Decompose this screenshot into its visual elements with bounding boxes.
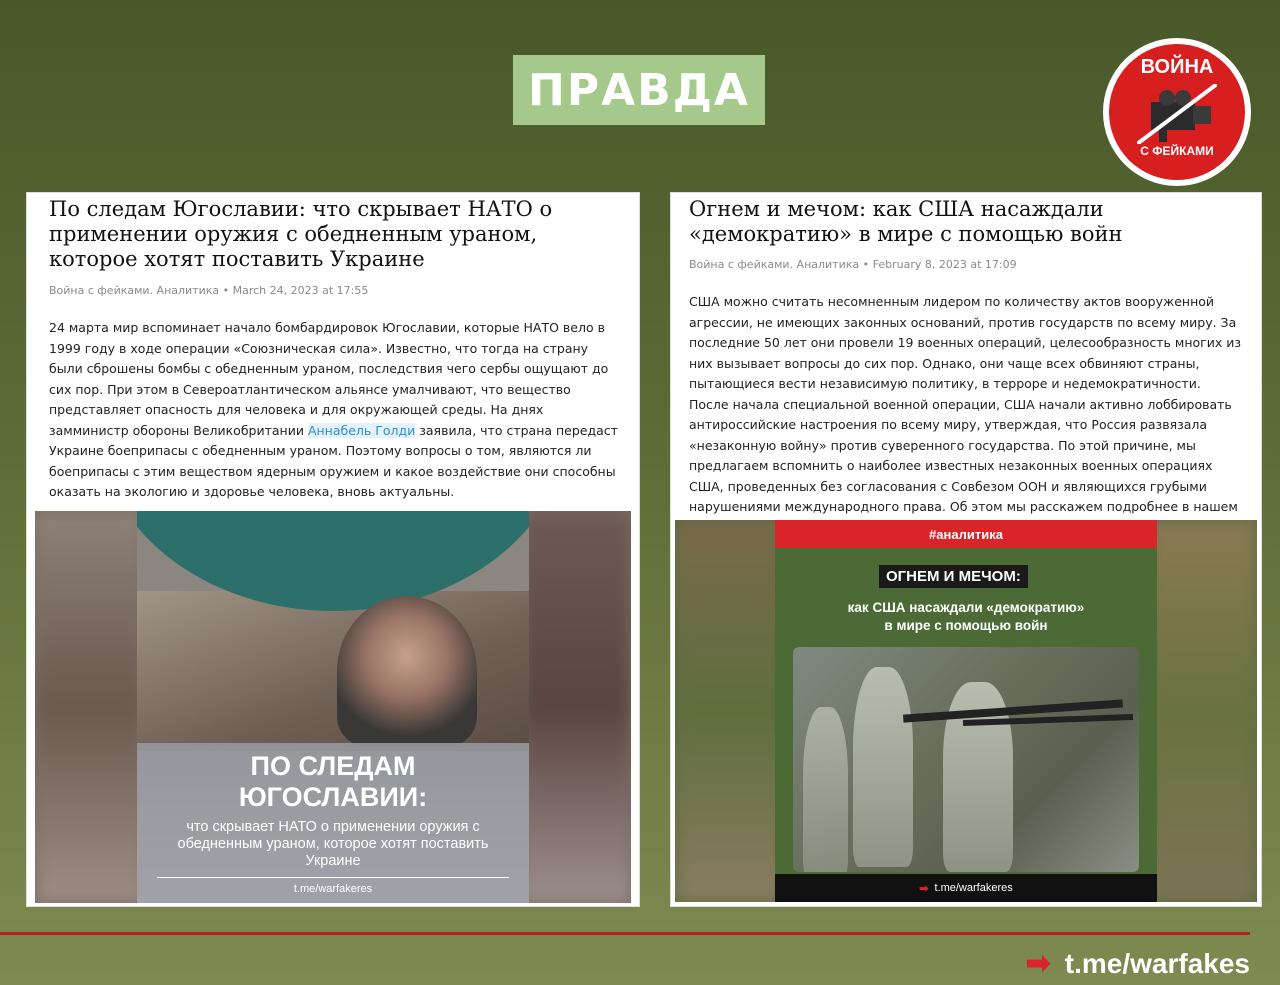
poster-subtitle-line2: в мире с помощью войн	[884, 618, 1048, 633]
footer-link[interactable]	[1026, 946, 1250, 981]
poster-link: t.me/warfakeres	[293, 883, 373, 895]
poster-headline	[137, 751, 529, 813]
footer-divider	[0, 932, 1250, 935]
article-title[interactable]: По следам Югославии: что скрывает НАТО о применении оружия с обедненным ураном, которое хотят поставить Украине	[49, 197, 553, 271]
poster-headline-line2: ЮГОСЛАВИИ:	[238, 782, 428, 812]
arrow-right-icon: ➡	[919, 882, 929, 895]
camera-icon	[1137, 84, 1217, 144]
person-link[interactable]: Аннабель Голди	[307, 422, 416, 438]
yugoslavia-poster	[137, 511, 529, 903]
article-body	[49, 318, 624, 503]
poster-divider	[157, 877, 509, 878]
article-body-text: 24 марта мир вспоминает начало бомбардировок Югославии, которые НАТО вело в 1999 году в ходе операции «Союзническая сила». Известно, что тогда на страну были сброшены бомбы с обедненным ураном, последствия чего сербы ощущают до сих пор. При этом в Североатлантическом альянсе умалчивают, что вещество представляет опасность для человека и для окружающей среды. На днях замминистр обороны Великобритании	[49, 320, 609, 438]
article-card-left[interactable]	[27, 193, 639, 906]
article-body: США можно считать несомненным лидером по количеству актов вооруженной агрессии, не имеющих законных оснований, против государств по всему миру. За последние 50 лет они провели 19 военных операций, целесообразность многих из них вызывает вопросы до сих пор. Однако, они чаще всех обвиняют страны, пытающиеся вести независимую политику, в терроре и недемократичности. После начала специальной военной операции, США начали активно лоббировать антироссийские настроения по всему миру, утверждая, что Россия развязала «незаконную войну» против суверенного государства. По этой причине, мы предлагаем вспомнить о наиболее известных незаконных военных операциях США, проведенных без согласования с Совбезом ООН и являющихся грубыми нарушениями международного права. Об этом мы расскажем подробнее в нашем	[689, 294, 1241, 514]
article-meta: Война с фейками. Аналитика • February 8, 2023 at 17:09	[689, 258, 1017, 271]
logo-bottom-text: С ФЕЙКАМИ	[1140, 144, 1214, 158]
article-body-text-continued: заявила, что страна передаст Украине боеприпасы с обедненным ураном. Поэтому вопросы о том, являются ли боеприпасы с этим веществом ядерным оружием и какое воздействие они способны оказать на экологию и здоровье человека, вновь актуальны.	[49, 422, 618, 499]
poster-subtitle: что скрывает НАТО о применении оружия с обедненным ураном, которое хотят поставить Украине	[177, 819, 489, 869]
poster-link: t.me/warfakeres	[934, 882, 1013, 894]
article-image	[675, 520, 1257, 902]
analytics-tag: #аналитика	[775, 520, 1157, 548]
article-title[interactable]: Огнем и мечом: как США насаждали «демократию» в мире с помощью войн	[689, 197, 1123, 246]
elderly-man-photo	[337, 596, 477, 746]
article-meta: Война с фейками. Аналитика • March 24, 2023 at 17:55	[49, 284, 369, 297]
war-on-fakes-logo	[1103, 38, 1251, 186]
poster-subtitle-line1: как США насаждали «демократию»	[847, 600, 1085, 615]
usa-wars-poster	[775, 520, 1157, 902]
poster-footer	[775, 874, 1157, 902]
logo-top-text: ВОЙНА	[1140, 56, 1214, 78]
pravda-badge: ПРАВДА	[513, 55, 765, 125]
poster-subtitle	[775, 599, 1157, 635]
article-image	[35, 511, 631, 903]
soldiers-photo	[793, 647, 1139, 872]
poster-headline: ОГНЕМ И МЕЧОМ:	[879, 565, 1028, 588]
footer-link-text[interactable]: t.me/warfakes	[1064, 947, 1250, 979]
poster-headline-line1: ПО СЛЕДАМ	[250, 751, 416, 781]
arrow-right-icon: ➡	[1025, 947, 1051, 980]
article-card-right[interactable]	[671, 193, 1261, 906]
